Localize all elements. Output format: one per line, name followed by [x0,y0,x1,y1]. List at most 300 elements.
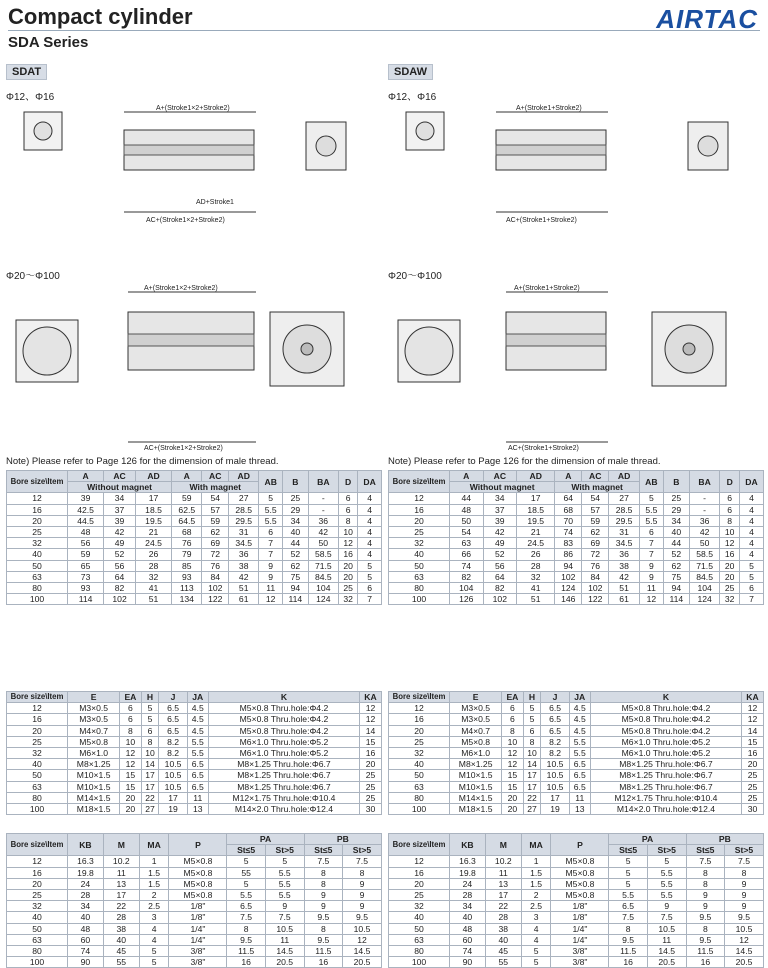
table-cell: 42 [689,526,720,537]
table-cell: 100 [389,803,450,814]
table-cell: 1/4" [551,923,609,934]
table-cell: 104 [450,582,484,593]
table-cell: 9 [265,901,304,912]
table-cell: 9 [725,889,764,900]
table-cell: 32 [389,747,450,758]
table-cell: 1/8" [169,912,227,923]
male-thread-note-right: Note) Please refer to Page 126 for the dimension of male thread. [388,456,661,467]
table-row [389,560,764,571]
table-row [7,957,382,968]
table-cell: 63 [7,781,68,792]
table-cell: 94 [555,560,582,571]
table-cell: M8×1.25 Thru.hole:Φ6.7 [590,781,741,792]
table-cell: 32 [389,538,450,549]
table-cell: 58.5 [308,549,338,560]
table-cell: 62 [582,526,609,537]
table-cell: 1.5 [139,867,169,878]
table-cell: 5 [358,571,382,582]
table-cell: 10.5 [159,770,187,781]
table-cell: 5 [227,856,265,867]
table-cell: 8.2 [159,736,187,747]
table-cell: 12 [7,493,68,504]
table-cell: 52 [283,549,309,560]
table-cell: 27 [609,493,640,504]
table-cell: 19.5 [135,515,171,526]
th-bore: Bore size\Item [7,471,68,493]
table-cell: 36 [689,515,720,526]
table-cell: - [689,504,720,515]
table-cell: 6 [120,714,141,725]
table-cell: 15 [120,770,141,781]
table-cell: 7.5 [304,856,342,867]
table-cell: M4×0.7 [68,725,120,736]
table-cell: 7.5 [227,912,265,923]
table-cell: 10.5 [541,759,569,770]
table-cell: 40 [450,912,486,923]
table-cell: 2.5 [139,901,169,912]
table-cell: 15 [359,736,381,747]
table-cell: 6 [338,504,357,515]
table-cell: 74 [555,526,582,537]
table-cell: M5×0.8 [551,889,609,900]
table-cell: 5.5 [609,889,647,900]
table-cell: 7.5 [609,912,647,923]
dimension-table-c-right: Bore size\Item KB M MA P PA PB St≤5 St>5 St≤5 St>5 12 16.3 10.2 1 M5×0.8 5 5 7.5 7.5 16 19.8 11 1.5 M5×0.8 5 5.5 8 8 20 24 13 1.5 M5×0.8 5 5.5 8 9 25 28 17 2 M5×0.8 5.5 5.5 9 9 32 34 22 2.5 1/8" 6.5 9 9 9 40 40 28 3 1/8" 7.5 7.5 9.5 9.5 50 48 38 4 1/4" 8 10.5 8 10.5 63 60 40 4 1/4" 9.5 11 9.5 12 80 74 45 5 3/8" 11.5 14.5 11.5 14.5 100 90 55 5 3/8" 16 20.5 16 20.5 [388,833,764,968]
table-cell: 6 [338,493,357,504]
table-cell: 5 [521,945,551,956]
table-row [389,549,764,560]
table-cell: 102 [202,582,229,593]
table-cell: 113 [172,582,202,593]
table-cell: 16 [338,549,357,560]
table-cell: 28 [450,889,486,900]
table-cell: 9 [304,901,342,912]
table-cell: 12 [720,538,740,549]
table-row [389,736,764,747]
table-cell: 26 [517,549,555,560]
table-cell: 20 [389,725,450,736]
table-row [389,912,764,923]
table-cell: 102 [555,571,582,582]
table-cell: 45 [103,945,139,956]
table-cell: 25 [359,770,381,781]
dimension-table-b-right: Bore size\Item E EA H J JA K KA 12 M3×0.5 6 5 6.5 4.5 M5×0.8 Thru.hole:Φ4.2 12 16 M3×0.5 6 5 6.5 4.5 M5×0.8 Thru.hole:Φ4.2 12 20 M4×0.7 8 6 6.5 4.5 M5×0.8 Thru.hole:Φ4.2 14 25 M5×0.8 10 8 8.2 5.5 M6×1.0 Thru.hole:Φ5.2 15 32 M6×1.0 12 10 8.2 5.5 M6×1.0 Thru.hole:Φ5.2 16 40 M8×1.25 12 14 10.5 6.5 M8×1.25 Thru.hole:Φ6.7 20 50 M10×1.5 15 17 10.5 6.5 M8×1.25 Thru.hole:Φ6.7 25 63 M10×1.5 15 17 10.5 6.5 M8×1.25 Thru.hole:Φ6.7 25 80 M14×1.5 20 22 17 11 M12×1.75 Thru.hole:Φ10.4 25 100 M18×1.5 20 27 19 13 M14×2.0 Thru.hole:Φ12.4 30 [388,691,764,815]
table-cell: 17 [141,781,159,792]
table-cell: M18×1.5 [450,803,502,814]
table-cell: 51 [135,594,171,605]
table-cell: 42 [308,526,338,537]
table-cell: - [308,504,338,515]
table-cell: 84 [582,571,609,582]
table-cell: 93 [68,582,104,593]
table-cell: 4 [521,934,551,945]
table-cell: 39 [483,515,517,526]
table-cell: 40 [663,526,689,537]
table-cell: 3/8" [551,957,609,968]
table-cell: 24 [68,878,104,889]
table-cell: 84 [202,571,229,582]
table-row [389,867,764,878]
table-cell: 12 [259,594,283,605]
table-cell: 11 [187,792,208,803]
table-cell: 9 [259,571,283,582]
table-cell: 42.5 [68,504,104,515]
table-row [389,504,764,515]
table-cell: 94 [283,582,309,593]
table-cell: 27 [523,803,541,814]
table-cell: 69 [202,538,229,549]
table-row [7,560,382,571]
table-cell: 25 [7,889,68,900]
table-cell: 11.5 [609,945,647,956]
table-row [389,714,764,725]
table-cell: 13 [103,878,139,889]
drawing-small-bore-right [388,100,764,240]
table-cell: 51 [609,582,640,593]
table-row [7,856,382,867]
table-cell: 3/8" [169,945,227,956]
table-cell: 28 [135,560,171,571]
table-cell: 8 [227,923,265,934]
table-cell: 6.5 [187,759,208,770]
table-cell: 5 [141,714,159,725]
table-cell: 28.5 [229,504,259,515]
table-cell: 52 [663,549,689,560]
table-cell: 17 [103,889,139,900]
table-cell: 7 [259,538,283,549]
table-cell: 12 [359,714,381,725]
table-cell: 2 [139,889,169,900]
table-cell: 16 [7,867,68,878]
table-cell: 16.3 [450,856,486,867]
table-cell: 20 [502,803,523,814]
table-cell: 3 [139,912,169,923]
table-cell: 90 [68,957,104,968]
table-cell: 25 [741,792,763,803]
table-cell: 6 [720,504,740,515]
table-cell: 5.5 [569,747,590,758]
table-cell: M14×1.5 [450,792,502,803]
table-cell: M14×1.5 [68,792,120,803]
table-cell: 8 [304,923,342,934]
table-row [389,526,764,537]
table-cell: 16 [686,957,724,968]
table-cell: 4 [521,923,551,934]
table-cell: 50 [308,538,338,549]
table-cell: 5.5 [647,878,686,889]
table-cell: 5 [259,493,283,504]
table-cell: M14×2.0 Thru.hole:Φ12.4 [208,803,359,814]
table-cell: 40 [7,759,68,770]
table-row [7,747,382,758]
table-cell: 5.5 [639,515,663,526]
table-cell: M10×1.5 [68,770,120,781]
table-cell: 6.5 [541,703,569,714]
table-cell: M5×0.8 Thru.hole:Φ4.2 [590,714,741,725]
table-cell: 102 [483,594,517,605]
table-cell: 15 [741,736,763,747]
table-cell: 10.5 [541,781,569,792]
table-cell: 16 [227,957,265,968]
table-cell: 32 [7,901,68,912]
table-cell: 12 [120,759,141,770]
table-cell: 32 [517,571,555,582]
table-cell: 8 [686,923,724,934]
table-cell: 60 [68,934,104,945]
table-cell: 55 [103,957,139,968]
table-cell: 16.3 [68,856,104,867]
table-cell: 45 [485,945,521,956]
table-cell: 79 [172,549,202,560]
table-cell: 5 [647,856,686,867]
table-cell: 4 [139,923,169,934]
table-row [389,957,764,968]
table-cell: 17 [523,781,541,792]
table-cell: 71.5 [308,560,338,571]
table-cell: 19 [159,803,187,814]
table-cell: 5.5 [259,504,283,515]
table-cell: 5 [523,714,541,725]
table-cell: 6.5 [187,770,208,781]
table-cell: 10.5 [159,759,187,770]
table-cell: 5 [265,856,304,867]
table-row [7,912,382,923]
table-cell: 17 [541,792,569,803]
table-cell: 39 [68,493,104,504]
table-cell: 9 [639,571,663,582]
table-cell: 5.5 [647,867,686,878]
table-cell: M8×1.25 Thru.hole:Φ6.7 [208,759,359,770]
table-row [7,901,382,912]
table-cell: 70 [555,515,582,526]
table-row [389,571,764,582]
brand-logo: AIRTAC [656,4,758,34]
table-cell: 64 [104,571,136,582]
table-cell: 12 [338,538,357,549]
table-cell: 12 [725,934,764,945]
table-cell: M10×1.5 [68,781,120,792]
table-cell: 9 [304,889,342,900]
table-cell: 31 [609,526,640,537]
table-cell: 59 [582,515,609,526]
dim-label-bottom-large: AC+(Stroke1×2+Stroke2) [144,445,223,452]
table-row [389,747,764,758]
page-title: Compact cylinder [8,4,193,29]
table-cell: - [689,493,720,504]
table-cell: 12 [389,703,450,714]
table-cell: 32 [7,538,68,549]
table-cell: M3×0.5 [450,703,502,714]
table-cell: 5 [139,957,169,968]
table-cell: 9 [343,901,382,912]
table-cell: 16 [389,714,450,725]
table-cell: 10 [523,747,541,758]
table-cell: 20.5 [647,957,686,968]
table-cell: 102 [104,594,136,605]
table-cell: 12 [639,594,663,605]
table-cell: 25 [663,493,689,504]
table-cell: 40 [389,549,450,560]
table-cell: 22 [523,792,541,803]
table-cell: 104 [308,582,338,593]
table-row [7,759,382,770]
table-cell: 51 [229,582,259,593]
table-cell: 40 [389,759,450,770]
table-cell: M5×0.8 [169,889,227,900]
table-cell: 27 [229,493,259,504]
table-cell: 6.5 [541,725,569,736]
table-cell: 63 [450,538,484,549]
table-cell: 4 [739,515,763,526]
table-cell: 9 [343,878,382,889]
table-cell: 25 [359,792,381,803]
table-cell: 86 [555,549,582,560]
table-cell: 4.5 [569,703,590,714]
table-cell: 37 [483,504,517,515]
table-cell: 48 [68,923,104,934]
table-cell: 50 [7,923,68,934]
table-cell: 34 [663,515,689,526]
table-cell: M6×1.0 [68,747,120,758]
table-row [389,770,764,781]
table-cell: 7 [358,594,382,605]
table-cell: 9 [725,901,764,912]
table-cell: 16 [7,504,68,515]
table-cell: 5 [523,703,541,714]
table-cell: 10.5 [647,923,686,934]
table-cell: 62.5 [172,504,202,515]
table-cell: 20 [120,792,141,803]
table-cell: 9 [639,560,663,571]
table-cell: 10 [502,736,523,747]
table-row [7,781,382,792]
table-cell: 75 [283,571,309,582]
table-cell: 4 [358,526,382,537]
table-cell: 24.5 [517,538,555,549]
table-cell: 5.5 [227,889,265,900]
table-cell: 20.5 [265,957,304,968]
table-cell: 9 [647,901,686,912]
table-cell: 1/4" [551,934,609,945]
table-row [389,703,764,714]
table-cell: 40 [7,549,68,560]
table-cell: 6 [502,703,523,714]
table-cell: 16 [389,867,450,878]
table-cell: 16 [359,747,381,758]
table-cell: 6.5 [159,714,187,725]
table-cell: 100 [7,594,68,605]
table-cell: 38 [103,923,139,934]
table-cell: 8.2 [159,747,187,758]
table-cell: 11.5 [227,945,265,956]
table-cell: 6 [358,582,382,593]
table-cell: 80 [7,582,68,593]
table-cell: 4 [739,493,763,504]
table-cell: 25 [283,493,309,504]
table-cell: 5.5 [259,515,283,526]
table-cell: 80 [7,945,68,956]
table-cell: 50 [689,538,720,549]
table-cell: 4 [739,549,763,560]
table-cell: 114 [68,594,104,605]
table-row [7,725,382,736]
table-cell: 4.5 [187,714,208,725]
table-cell: 10.5 [265,923,304,934]
table-cell: 28 [103,912,139,923]
table-cell: 17 [141,770,159,781]
table-cell: 34 [450,901,486,912]
table-row [7,582,382,593]
table-cell: 17 [485,889,521,900]
table-cell: 25 [389,889,450,900]
table-cell: 1/4" [169,923,227,934]
table-cell: 9.5 [686,912,724,923]
table-cell: 16 [720,549,740,560]
table-cell: 4.5 [187,703,208,714]
table-cell: 56 [68,538,104,549]
table-cell: 12 [389,856,450,867]
table-cell: 61 [229,594,259,605]
dimension-table-b: Bore size\Item E EA H J JA K KA 12 M3×0.5 6 5 6.5 4.5 M5×0.8 Thru.hole:Φ4.2 12 16 M3×0.5 6 5 6.5 4.5 M5×0.8 Thru.hole:Φ4.2 12 20 M4×0.7 8 6 6.5 4.5 M5×0.8 Thru.hole:Φ4.2 14 25 M5×0.8 10 8 8.2 5.5 M6×1.0 Thru.hole:Φ5.2 15 32 M6×1.0 12 10 8.2 5.5 M6×1.0 Thru.hole:Φ5.2 16 40 M8×1.25 12 14 10.5 6.5 M8×1.25 Thru.hole:Φ6.7 20 50 M10×1.5 15 17 10.5 6.5 M8×1.25 Thru.hole:Φ6.7 25 63 M10×1.5 15 17 10.5 6.5 M8×1.25 Thru.hole:Φ6.7 25 80 M14×1.5 20 22 17 11 M12×1.75 Thru.hole:Φ10.4 25 100 M18×1.5 20 27 19 13 M14×2.0 Thru.hole:Φ12.4 30 [6,691,382,815]
table-cell: 72 [582,549,609,560]
table-cell: 1/4" [169,934,227,945]
table-cell: 66 [450,549,484,560]
table-row [7,504,382,515]
table-cell: 20 [338,560,357,571]
table-cell: 4.5 [569,725,590,736]
table-cell: 68 [172,526,202,537]
table-cell: 11.5 [686,945,724,956]
table-cell: 50 [7,560,68,571]
table-row [7,803,382,814]
table-cell: 14 [741,725,763,736]
table-cell: 8 [343,867,382,878]
table-cell: 20 [359,759,381,770]
table-cell: - [308,493,338,504]
table-cell: 69 [582,538,609,549]
table-cell: 20 [7,725,68,736]
table-row [7,571,382,582]
table-cell: 25 [7,736,68,747]
dim-label-bottom-large-right: AC+(Stroke1+Stroke2) [508,445,579,452]
table-cell: 42 [104,526,136,537]
table-cell: 8 [725,867,764,878]
table-cell: 72 [202,549,229,560]
table-cell: 6 [739,582,763,593]
table-cell: 29 [663,504,689,515]
table-cell: 28 [517,560,555,571]
table-row [7,526,382,537]
table-cell: 134 [172,594,202,605]
table-cell: 16 [609,957,647,968]
table-cell: M5×0.8 [551,878,609,889]
table-cell: 55 [485,957,521,968]
table-cell: 32 [720,594,740,605]
table-cell: 10.5 [159,781,187,792]
table-row [7,878,382,889]
table-cell: 22 [141,792,159,803]
table-cell: M3×0.5 [68,714,120,725]
table-cell: 10.2 [103,856,139,867]
table-cell: 3/8" [169,957,227,968]
table-cell: M6×1.0 Thru.hole:Φ5.2 [590,747,741,758]
table-row [389,923,764,934]
dimension-table-a: Bore size\Item A AC AD A AC AD AB B BA D DA Without magnet With magnet 12 39 34 17 59 54 27 5 25 - 6 4 16 42.5 37 18.5 62.5 57 28.5 5.5 29 - 6 4 20 44.5 39 19.5 64.5 59 29.5 5.5 34 36 8 4 25 48 42 21 68 62 31 6 40 42 10 4 32 56 49 24.5 76 69 34.5 7 44 50 12 4 40 59 52 26 79 72 36 7 52 58.5 16 4 50 65 56 28 85 76 38 9 62 71.5 20 5 63 73 64 32 93 84 42 9 75 84.5 20 5 80 93 82 41 113 102 51 11 94 104 25 6 100 114 102 51 134 122 61 12 114 124 32 7 [6,470,382,605]
table-cell: 41 [517,582,555,593]
table-cell: 5.5 [187,736,208,747]
table-cell: 5.5 [639,504,663,515]
table-cell: 6 [141,725,159,736]
